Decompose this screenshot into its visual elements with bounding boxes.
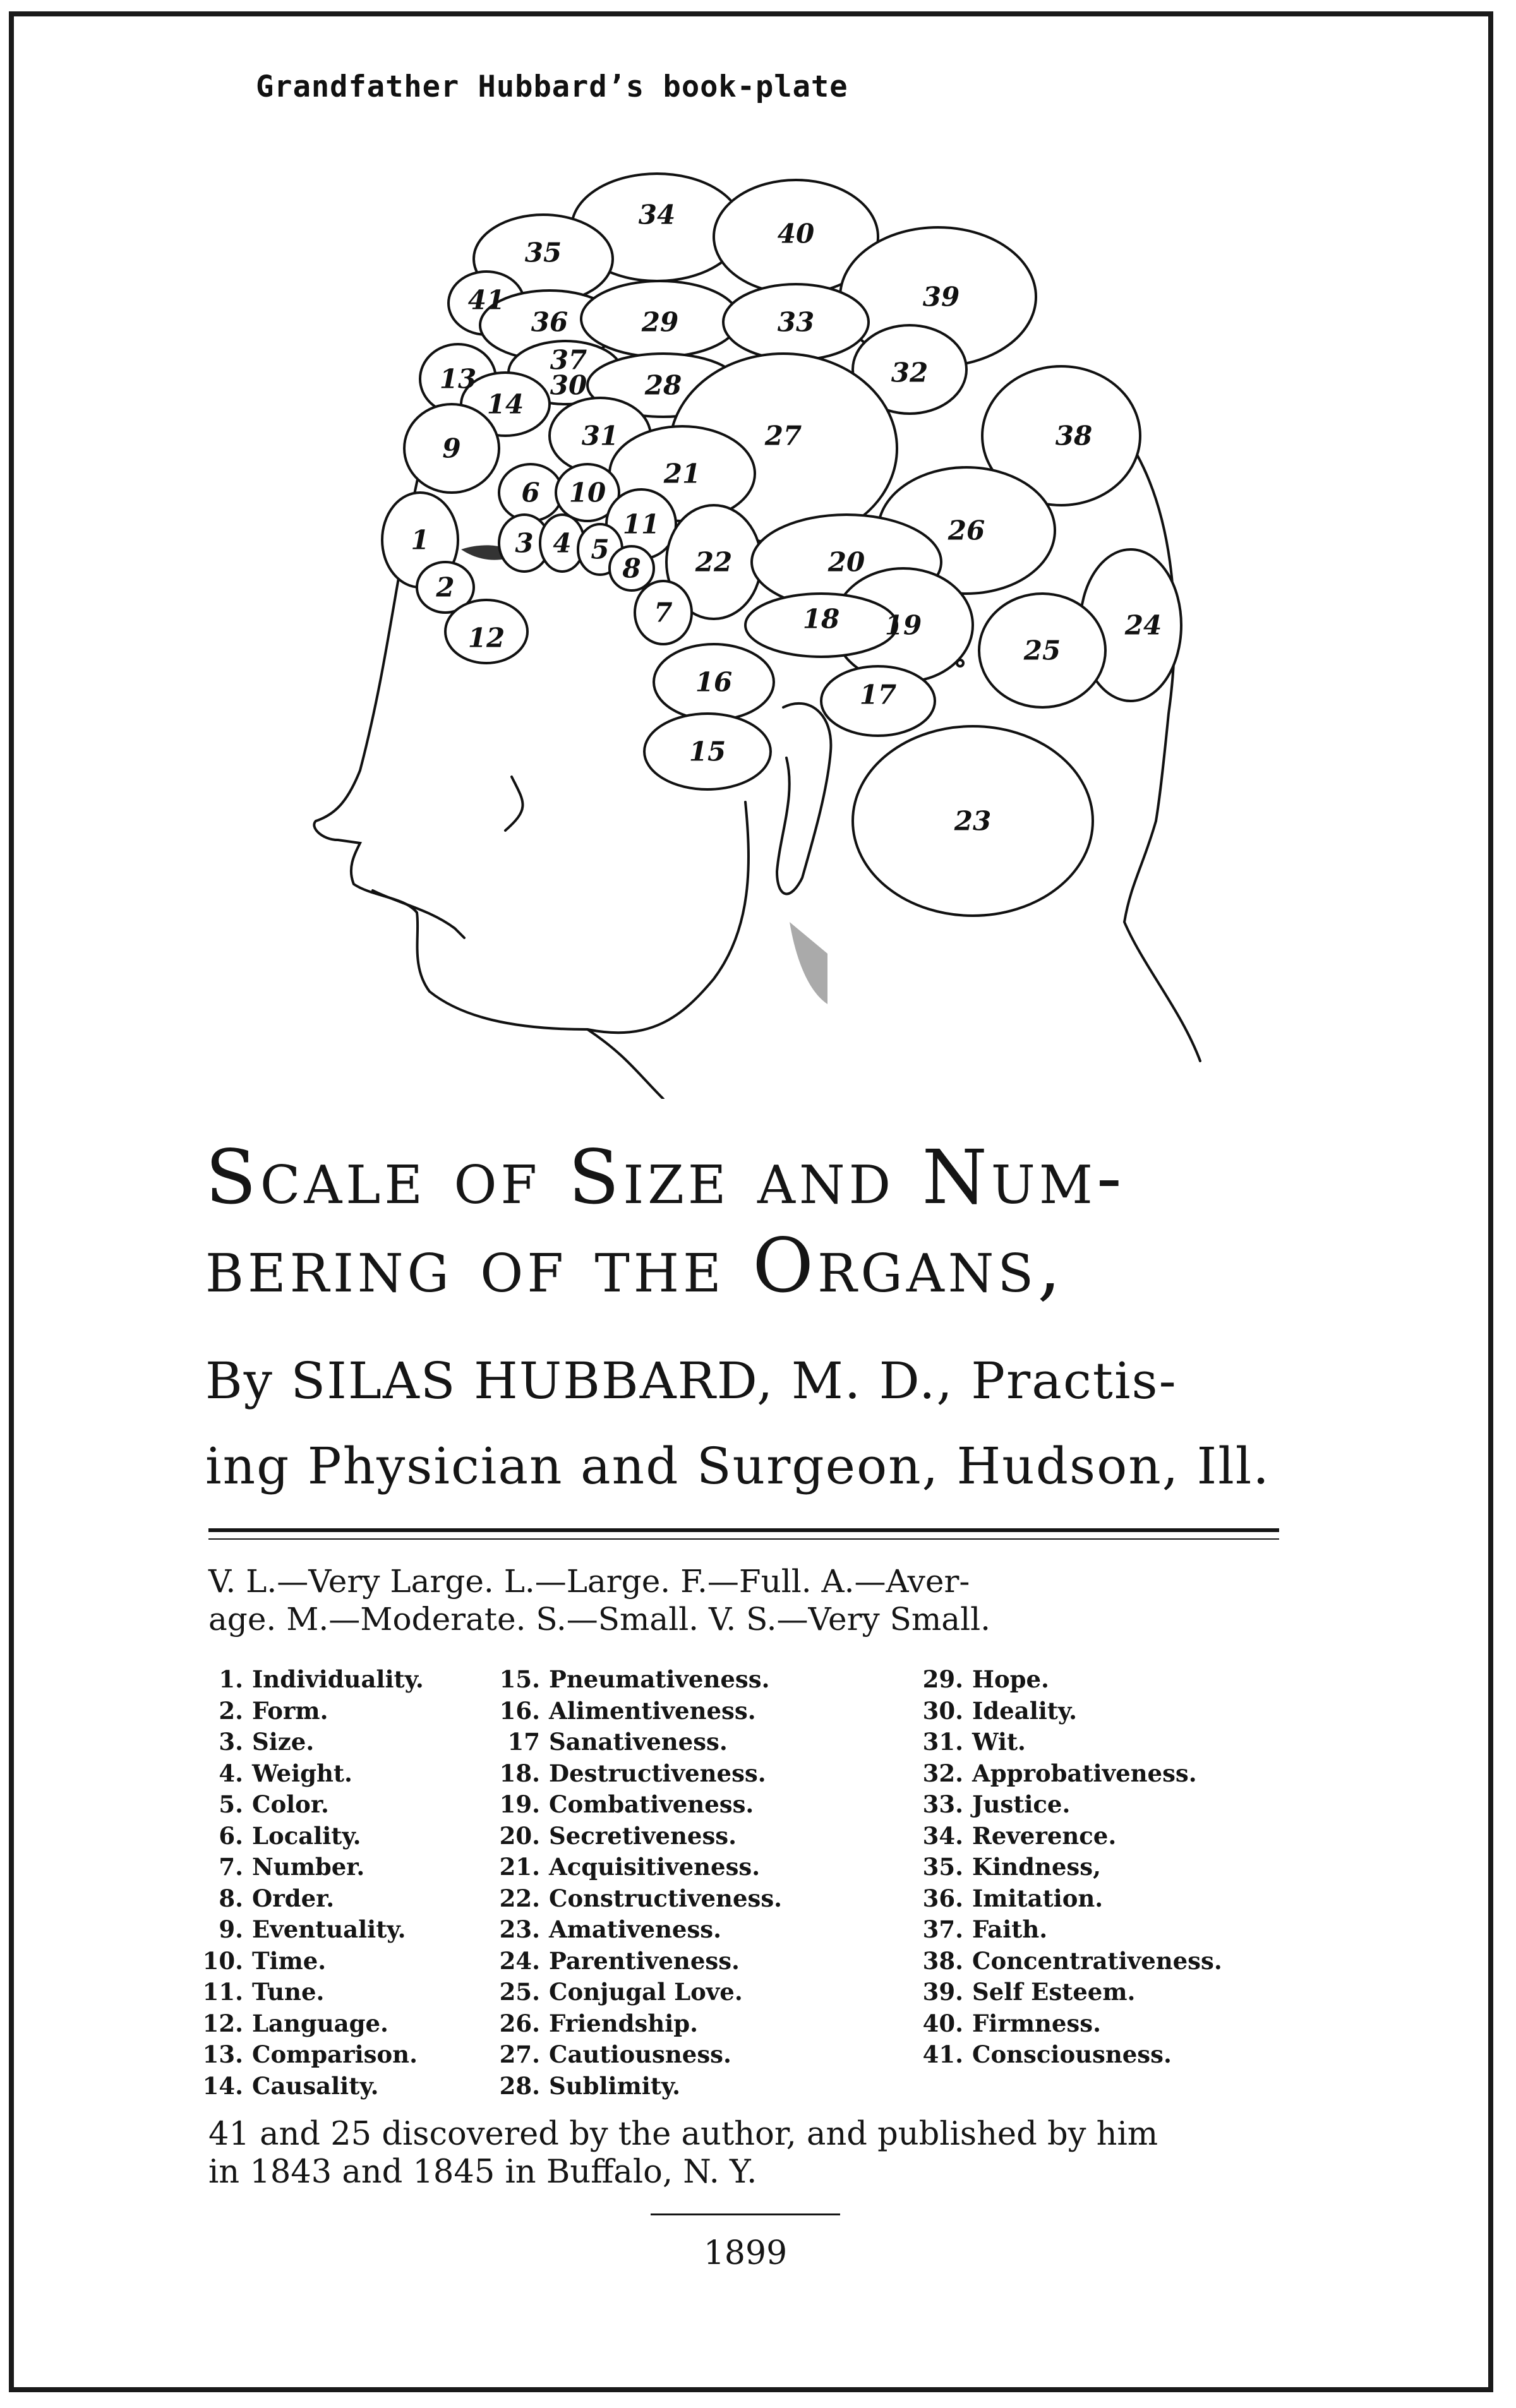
organ-region-number: 21	[663, 458, 701, 489]
organ-list-item	[186, 1914, 424, 1946]
organ-list-column-1	[186, 1664, 424, 2102]
organ-name: Reverence.	[972, 1821, 1117, 1850]
organ-number: 37.	[922, 1915, 963, 1943]
organ-name: Eventuality.	[252, 1915, 406, 1943]
organ-region-number: 19	[884, 609, 922, 641]
organ-region-number: 2	[436, 572, 455, 603]
organ-region-number: 34	[638, 199, 676, 231]
organ-name: Kindness,	[972, 1853, 1101, 1881]
organ-name: Friendship.	[549, 2009, 699, 2037]
organ-list-item	[186, 2039, 424, 2071]
organ-list-item	[906, 1758, 1222, 1790]
organ-number: 11.	[202, 1978, 243, 2006]
organ-name: Alimentiveness.	[549, 1696, 756, 1725]
organ-region-number: 10	[568, 477, 606, 508]
organ-number: 33.	[922, 1790, 963, 1818]
nose-line	[505, 777, 523, 830]
organ-region-number: 25	[1023, 635, 1061, 666]
back-of-neck-line	[1124, 821, 1200, 1061]
organ-region-number: 24	[1124, 609, 1162, 641]
organ-region-number: 36	[531, 306, 568, 338]
organ-name: Imitation.	[972, 1884, 1104, 1912]
organ-region-number: 14	[486, 388, 524, 420]
organ-name: Number.	[252, 1853, 365, 1881]
organ-name: Time.	[252, 1946, 327, 1975]
discovery-note-line-1: 41 and 25 discovered by the author, and published by him	[208, 2116, 1158, 2153]
organ-number: 9.	[219, 1915, 243, 1943]
organ-region-number: 20	[827, 546, 865, 578]
organ-region-number: 17	[859, 679, 897, 710]
organ-number: 34.	[922, 1821, 963, 1850]
organ-name: Hope.	[972, 1665, 1049, 1693]
organ-name: Ideality.	[972, 1696, 1078, 1725]
author-line-1: By SILAS HUBBARD, M. D., Practis-	[205, 1351, 1177, 1410]
divider-thick	[208, 1528, 1279, 1532]
organ-name: Approbativeness.	[972, 1759, 1197, 1787]
organ-region-number: 26	[948, 515, 985, 546]
organ-number: 41.	[922, 2040, 963, 2068]
organ-name: Acquisitiveness.	[549, 1853, 761, 1881]
organ-name: Causality.	[252, 2071, 379, 2100]
organ-region-number: 28	[644, 369, 682, 401]
organ-name: Faith.	[972, 1915, 1048, 1943]
organ-list-item	[483, 1883, 782, 1915]
organ-number: 7.	[219, 1853, 243, 1881]
organ-number: 6.	[219, 1821, 243, 1850]
organ-name: Tune.	[252, 1978, 325, 2006]
organ-number: 20.	[499, 1821, 540, 1850]
discovery-note-line-2: in 1843 and 1845 in Buffalo, N. Y.	[208, 2153, 757, 2191]
organ-region-number: 12	[467, 622, 505, 654]
organ-list-item	[483, 2008, 782, 2040]
organ-list-item	[483, 1727, 782, 1758]
organ-number: 2.	[219, 1696, 243, 1725]
organ-region-number: 41	[467, 284, 505, 316]
organ-name: Cautiousness.	[549, 2040, 731, 2068]
organ-number: 5.	[219, 1790, 243, 1818]
organ-number: 3.	[219, 1728, 243, 1756]
organ-name: Color.	[252, 1790, 329, 1818]
organ-region-number: 35	[524, 237, 562, 268]
organ-list-item	[483, 2039, 782, 2071]
organ-name: Concentrativeness.	[972, 1946, 1222, 1975]
neck-shading	[790, 922, 827, 1004]
organ-region-number: 6	[521, 477, 540, 508]
organ-number: 35.	[922, 1853, 963, 1881]
organ-list-item	[906, 2039, 1222, 2071]
organ-list-item	[906, 1696, 1222, 1727]
organ-list-item	[186, 1727, 424, 1758]
organ-name: Conjugal Love.	[549, 1978, 743, 2006]
organ-region-number: 18	[802, 603, 840, 635]
caption: Grandfather Hubbard’s book-plate	[256, 69, 848, 104]
organ-region-number: 9	[442, 433, 461, 464]
organ-name: Combativeness.	[549, 1790, 754, 1818]
organ-number: 19.	[499, 1790, 540, 1818]
organ-region-number: 29	[641, 306, 679, 338]
scale-legend-line-1: V. L.—Very Large. L.—Large. F.—Full. A.—Aver-	[208, 1563, 970, 1600]
organ-list-item	[483, 1946, 782, 1977]
organ-number: 36.	[922, 1884, 963, 1912]
organ-number: 29.	[922, 1665, 963, 1693]
organ-number: 26.	[499, 2009, 540, 2037]
organ-number: 17	[507, 1728, 540, 1756]
organ-name: Destructiveness.	[549, 1759, 766, 1787]
organ-number: 15.	[499, 1665, 540, 1693]
organ-list-item	[186, 1946, 424, 1977]
organ-name: Sanativeness.	[549, 1728, 728, 1756]
organ-number: 8.	[219, 1884, 243, 1912]
organ-number: 16.	[499, 1696, 540, 1725]
organ-list-item	[483, 1789, 782, 1821]
organ-name: Pneumativeness.	[549, 1665, 770, 1693]
organ-list-item	[483, 1664, 782, 1696]
organ-name: Wit.	[972, 1728, 1026, 1756]
organ-name: Constructiveness.	[549, 1884, 783, 1912]
organ-number: 4.	[219, 1759, 243, 1787]
organ-number: 31.	[922, 1728, 963, 1756]
organ-number: 39.	[922, 1978, 963, 2006]
organ-list-item	[906, 1852, 1222, 1883]
jaw-line	[587, 802, 749, 1033]
author-line-2: ing Physician and Surgeon, Hudson, Ill.	[205, 1437, 1270, 1495]
organ-number: 27.	[499, 2040, 540, 2068]
organ-region-number: 39	[922, 281, 960, 313]
organ-region-number: 37	[550, 344, 587, 376]
organ-list-item	[186, 1977, 424, 2008]
organ-name: Justice.	[972, 1790, 1071, 1818]
scale-legend-line-2: age. M.—Moderate. S.—Small. V. S.—Very Small.	[208, 1601, 990, 1638]
title-line-1: Scale of Size and Num-	[205, 1134, 1126, 1221]
organ-region-number: 23	[954, 805, 992, 837]
organ-list-item	[483, 1758, 782, 1790]
organ-number: 38.	[922, 1946, 963, 1975]
organ-region-number: 15	[689, 736, 726, 767]
organ-region-number: 4	[553, 527, 572, 559]
organ-name: Size.	[252, 1728, 315, 1756]
organ-list-item	[906, 1789, 1222, 1821]
organ-number: 18.	[499, 1759, 540, 1787]
organ-region-number: 31	[581, 420, 619, 452]
organ-name: Comparison.	[252, 2040, 418, 2068]
organ-name: Firmness.	[972, 2009, 1101, 2037]
organ-region-number: 27	[764, 420, 802, 452]
organ-region-number: 11	[622, 508, 660, 540]
organ-name: Sublimity.	[549, 2071, 681, 2100]
organ-list-item	[483, 1914, 782, 1946]
organ-region	[957, 660, 963, 666]
organ-name: Weight.	[252, 1759, 352, 1787]
organ-region-number: 22	[695, 546, 733, 578]
phrenology-head-diagram	[272, 171, 1219, 1099]
organ-list-item	[483, 1696, 782, 1727]
title-line-2: bering of the Organs,	[205, 1222, 1065, 1309]
organ-region-number: 1	[411, 524, 430, 556]
organ-number: 24.	[499, 1946, 540, 1975]
organ-name: Amativeness.	[549, 1915, 722, 1943]
organ-number: 10.	[202, 1946, 243, 1975]
organ-region-number: 8	[622, 553, 641, 584]
organ-region-number: 3	[515, 527, 534, 559]
organ-region-number: 38	[1055, 420, 1093, 452]
organ-name: Individuality.	[252, 1665, 424, 1693]
organ-list-item	[906, 1821, 1222, 1852]
organ-number: 14.	[202, 2071, 243, 2100]
organ-list-item	[483, 1821, 782, 1852]
organ-list-item	[906, 1977, 1222, 2008]
divider-thin	[208, 1538, 1279, 1540]
ear-outline	[777, 704, 831, 894]
publication-year: 1899	[703, 2234, 788, 2272]
year-divider	[651, 2213, 840, 2215]
organ-region-number: 40	[777, 218, 815, 249]
organ-list-item	[186, 1758, 424, 1790]
organ-list-item	[186, 1664, 424, 1696]
organ-list-item	[186, 1821, 424, 1852]
organ-name: Consciousness.	[972, 2040, 1172, 2068]
organ-name: Secretiveness.	[549, 1821, 737, 1850]
organ-list-item	[186, 2008, 424, 2040]
organ-name: Locality.	[252, 1821, 361, 1850]
organ-list-item	[186, 1789, 424, 1821]
organ-region-number: 7	[654, 597, 673, 628]
organ-list-item	[906, 1664, 1222, 1696]
organ-name: Form.	[252, 1696, 328, 1725]
organ-list-column-2	[483, 1664, 782, 2102]
organ-region-number: 16	[695, 666, 733, 698]
organ-name: Language.	[252, 2009, 388, 2037]
organ-list-item	[186, 1696, 424, 1727]
organ-list-column-3	[906, 1664, 1222, 2071]
organ-list-item	[483, 1977, 782, 2008]
organ-name: Order.	[252, 1884, 335, 1912]
organ-number: 28.	[499, 2071, 540, 2100]
organ-number: 30.	[922, 1696, 963, 1725]
organ-list-item	[906, 2008, 1222, 2040]
organ-name: Self Esteem.	[972, 1978, 1136, 2006]
organ-region-number: 13	[439, 363, 477, 395]
organ-number: 12.	[202, 2009, 243, 2037]
organ-list-item	[906, 1883, 1222, 1915]
organ-list-item	[906, 1946, 1222, 1977]
organ-number: 21.	[499, 1853, 540, 1881]
organ-list-item	[483, 2071, 782, 2102]
organ-region-number: 32	[891, 357, 929, 388]
organ-number: 25.	[499, 1978, 540, 2006]
organ-list-item	[186, 2071, 424, 2102]
organ-list-item	[186, 1852, 424, 1883]
organ-list-item	[906, 1914, 1222, 1946]
organ-number: 13.	[202, 2040, 243, 2068]
organ-list-item	[483, 1852, 782, 1883]
organ-list-item	[906, 1727, 1222, 1758]
organ-number: 32.	[922, 1759, 963, 1787]
organ-number: 1.	[219, 1665, 243, 1693]
organ-number: 23.	[499, 1915, 540, 1943]
organ-region-number: 33	[777, 306, 815, 338]
organ-list-item	[186, 1883, 424, 1915]
organ-region-number: 5	[591, 534, 610, 565]
organ-number: 22.	[499, 1884, 540, 1912]
organ-region-number: 30	[550, 369, 587, 401]
organ-name: Parentiveness.	[549, 1946, 740, 1975]
organ-number: 40.	[922, 2009, 963, 2037]
